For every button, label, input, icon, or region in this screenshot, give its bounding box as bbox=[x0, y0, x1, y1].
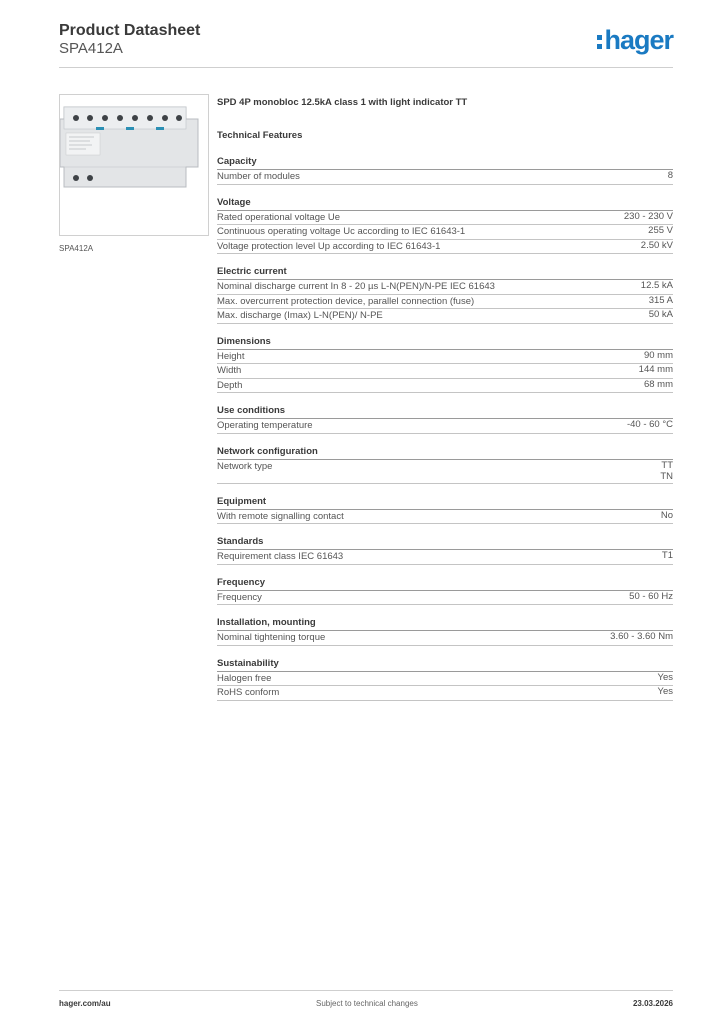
section-title: Network configuration bbox=[217, 446, 673, 460]
spec-values bbox=[660, 460, 673, 483]
spec-row bbox=[217, 350, 673, 365]
spec-row bbox=[217, 170, 673, 185]
spec-label: Frequency bbox=[217, 591, 262, 603]
header-divider bbox=[59, 67, 673, 68]
spec-values bbox=[649, 309, 673, 321]
spec-value: TT bbox=[661, 459, 673, 471]
spec-section bbox=[217, 496, 673, 525]
section-title: Sustainability bbox=[217, 658, 673, 672]
spec-values bbox=[658, 686, 674, 698]
spec-label: Rated operational voltage Ue bbox=[217, 211, 341, 223]
spec-value: 3.60 - 3.60 Nm bbox=[610, 631, 673, 642]
footer-website[interactable]: hager.com/au bbox=[59, 999, 111, 1008]
section-title: Standards bbox=[217, 536, 673, 550]
section-title: Use conditions bbox=[217, 405, 673, 419]
spec-values bbox=[661, 510, 673, 522]
spec-value: Yes bbox=[657, 671, 673, 683]
spec-label: Max. discharge (Imax) L-N(PEN)/ N-PE bbox=[217, 310, 383, 321]
spec-label: Network type bbox=[217, 460, 273, 472]
spec-values bbox=[658, 672, 674, 684]
section-title: Installation, mounting bbox=[217, 617, 673, 631]
spec-row bbox=[217, 460, 673, 484]
section-title: Capacity bbox=[217, 156, 673, 170]
spec-values bbox=[641, 280, 673, 292]
spec-section bbox=[217, 336, 673, 394]
technical-features-heading: Technical Features bbox=[217, 130, 303, 141]
product-code: SPA412A bbox=[59, 40, 123, 57]
spec-value: 68 mm bbox=[643, 378, 673, 390]
section-title: Dimensions bbox=[217, 336, 673, 350]
spec-label: With remote signalling contact bbox=[217, 510, 344, 522]
product-image bbox=[59, 94, 209, 236]
spec-row bbox=[217, 295, 673, 310]
spec-values bbox=[662, 550, 673, 562]
spec-label: Voltage protection level Up according to IEC 61643-1 bbox=[217, 240, 441, 252]
spec-row bbox=[217, 280, 673, 295]
spec-label: Number of modules bbox=[217, 171, 300, 182]
spec-sections bbox=[217, 156, 673, 701]
spec-section bbox=[217, 156, 673, 185]
spec-row bbox=[217, 211, 673, 226]
spec-section bbox=[217, 405, 673, 434]
spec-section bbox=[217, 266, 673, 324]
spec-row bbox=[217, 686, 673, 701]
spec-label: Halogen free bbox=[217, 672, 272, 684]
spec-section bbox=[217, 658, 673, 701]
spec-value: 2.50 kV bbox=[640, 239, 673, 251]
hager-logo bbox=[597, 26, 673, 54]
spec-value: 144 mm bbox=[638, 364, 673, 375]
spec-value: Yes bbox=[657, 686, 673, 697]
spd-device-illustration bbox=[60, 95, 208, 235]
spec-value: TN bbox=[660, 471, 673, 482]
spec-value: 50 - 60 Hz bbox=[629, 590, 673, 602]
spec-value: 255 V bbox=[648, 225, 673, 236]
spec-row bbox=[217, 240, 673, 255]
spec-section bbox=[217, 197, 673, 255]
spec-row bbox=[217, 510, 673, 525]
footer-divider bbox=[59, 990, 673, 991]
spec-values bbox=[644, 379, 673, 391]
page-header bbox=[59, 22, 673, 68]
footer-notice: Subject to technical changes bbox=[316, 999, 418, 1008]
spec-row bbox=[217, 364, 673, 379]
spec-row bbox=[217, 225, 673, 240]
spec-row bbox=[217, 591, 673, 606]
spec-section bbox=[217, 617, 673, 646]
spec-label: Nominal discharge current In 8 - 20 µs L-N(PEN)/N-PE IEC 61643 bbox=[217, 281, 495, 292]
spec-values bbox=[610, 631, 673, 643]
spec-section bbox=[217, 446, 673, 484]
spec-section bbox=[217, 536, 673, 565]
spec-row bbox=[217, 631, 673, 646]
spec-values bbox=[644, 350, 673, 362]
spec-value: 12.5 kA bbox=[640, 280, 673, 291]
spec-value: T1 bbox=[661, 550, 673, 561]
section-title: Equipment bbox=[217, 496, 673, 510]
spec-value: 8 bbox=[667, 170, 673, 181]
image-caption: SPA412A bbox=[59, 244, 94, 253]
spec-label: Width bbox=[217, 365, 242, 376]
section-title: Electric current bbox=[217, 266, 673, 280]
spec-row bbox=[217, 379, 673, 394]
spec-value: 90 mm bbox=[643, 349, 673, 361]
spec-label: RoHS conform bbox=[217, 687, 280, 698]
spec-value: 50 kA bbox=[648, 309, 673, 320]
spec-label: Requirement class IEC 61643 bbox=[217, 551, 344, 562]
logo-text: hager bbox=[604, 25, 673, 55]
spec-value: 230 - 230 V bbox=[623, 210, 673, 222]
specifications bbox=[217, 97, 673, 713]
section-title: Frequency bbox=[217, 577, 673, 591]
spec-values bbox=[624, 211, 673, 223]
spec-label: Operating temperature bbox=[217, 420, 313, 431]
spec-label: Height bbox=[217, 350, 245, 362]
logo-colon-mark bbox=[597, 35, 602, 49]
spec-values bbox=[648, 225, 673, 237]
spec-values bbox=[668, 170, 673, 182]
spec-values bbox=[629, 591, 673, 603]
spec-values bbox=[641, 240, 673, 252]
spec-values bbox=[649, 295, 673, 307]
spec-label: Depth bbox=[217, 379, 243, 391]
spec-label: Max. overcurrent protection device, parallel connection (fuse) bbox=[217, 295, 475, 307]
spec-values bbox=[627, 419, 673, 431]
spec-row bbox=[217, 419, 673, 434]
spec-section bbox=[217, 577, 673, 606]
spec-values bbox=[639, 364, 673, 376]
section-title: Voltage bbox=[217, 197, 673, 211]
spec-value: 315 A bbox=[648, 294, 673, 306]
spec-label: Nominal tightening torque bbox=[217, 632, 326, 643]
spec-label: Continuous operating voltage Uc according to IEC 61643-1 bbox=[217, 226, 466, 237]
spec-row bbox=[217, 550, 673, 565]
document-title: Product Datasheet bbox=[59, 22, 201, 39]
footer-date: 23.03.2026 bbox=[632, 999, 673, 1008]
spec-value: No bbox=[660, 509, 673, 521]
spec-row bbox=[217, 309, 673, 324]
spec-row bbox=[217, 672, 673, 687]
product-description: SPD 4P monobloc 12.5kA class 1 with light indicator TT bbox=[217, 97, 468, 108]
spec-value: -40 - 60 °C bbox=[626, 419, 673, 430]
